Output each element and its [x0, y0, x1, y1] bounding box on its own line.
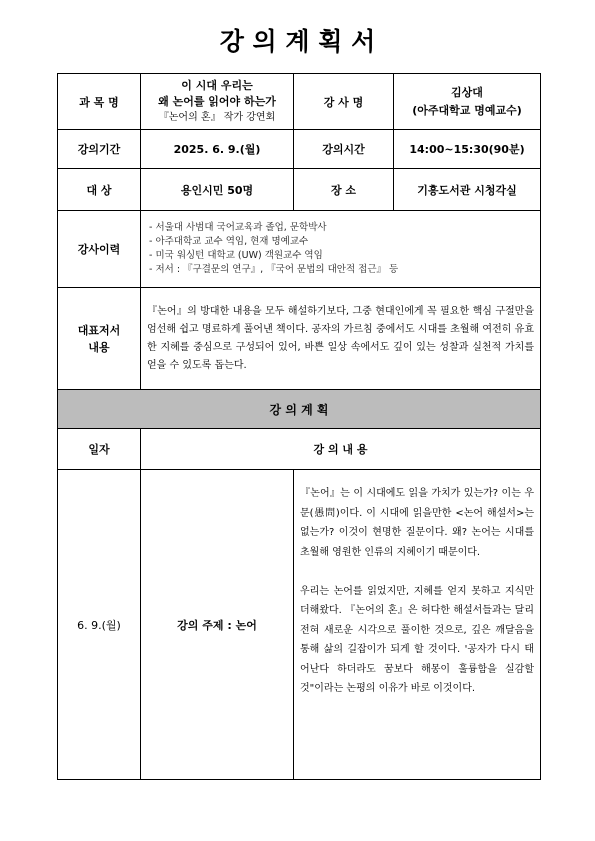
period-value: 2025. 6. 9.(월): [141, 130, 294, 169]
instructor-label: 강 사 명: [294, 74, 394, 130]
course-label: 과 목 명: [58, 74, 141, 130]
instructor-affiliation: (아주대학교 명예교수): [412, 103, 522, 117]
career-label: 강사이력: [58, 211, 141, 288]
career-item: - 미국 워싱턴 대학교 (UW) 객원교수 역임: [149, 250, 323, 261]
career-item: - 저서 : 『구결문의 연구』, 『국어 문법의 대안적 접근』 등: [149, 264, 399, 275]
career-item: - 아주대학교 교수 역임, 현재 명예교수: [149, 236, 309, 247]
course-title-line2: 왜 논어를 읽어야 하는가: [158, 95, 276, 108]
period-label: 강의기간: [58, 130, 141, 169]
work-label-line2: 내용: [88, 340, 110, 354]
plan-topic: 강의 주제 : 논어: [141, 470, 294, 780]
plan-paragraph-2: 우리는 논어를 읽었지만, 지혜를 얻지 못하고 지식만 더해왔다. 『논어의 혼』은 허다한 해설서들과는 달리 전혀 새로운 시각으로 풀이한 것으로, 깊은 깨달음을 통해 삶의 길잡이가 되게 할 것이다. '공자가 다시 태어난다 하더라도 꿈보다 해몽이 훌륭함을 실감할 것"이라는 논평의 이유가 바로 이것이다.: [300, 585, 534, 694]
plan-band-title: 강 의 계 획: [58, 390, 541, 429]
instructor-name: 김상대: [451, 85, 483, 99]
date-header: 일자: [58, 429, 141, 470]
work-description: 『논어』의 방대한 내용을 모두 해설하기보다, 그중 현대인에게 꼭 필요한 핵심 구절만을 엄선해 쉽고 명료하게 풀어낸 책이다. 공자의 가르침 중에서도 시대를 초월해 여전히 유효한 지혜를 중심으로 구성되어 있어, 바쁜 일상 속에서도 깊이 있는 성찰과 실천적 가치를 얻을 수 있도록 돕는다.: [141, 288, 541, 390]
time-value: 14:00~15:30(90분): [394, 130, 541, 169]
content-header: 강 의 내 용: [141, 429, 541, 470]
place-label: 장 소: [294, 169, 394, 211]
place-value: 기흥도서관 시청각실: [394, 169, 541, 211]
time-label: 강의시간: [294, 130, 394, 169]
plan-content: [294, 470, 541, 780]
course-subtitle: 『논어의 혼』 작가 강연회: [158, 112, 276, 123]
lecture-plan-table: [57, 73, 541, 780]
plan-date: 6. 9.(월): [58, 470, 141, 780]
target-value: 용인시민 50명: [141, 169, 294, 211]
career-item: - 서울대 사범대 국어교육과 졸업, 문학박사: [149, 222, 327, 233]
instructor-cell: [394, 74, 541, 130]
work-label-line1: 대표저서: [77, 323, 121, 337]
plan-paragraph-1: 『논어』는 이 시대에도 읽을 가치가 있는가? 이는 우문(愚問)이다. 이 시대에 읽을만한 <논어 해설서>는 없는가? 이것이 현명한 질문이다. 왜? 논어는 시대를 초월해 영원한 인류의 지혜이기 때문이다.: [300, 488, 534, 558]
target-label: 대 상: [58, 169, 141, 211]
work-label-cell: [58, 288, 141, 390]
document-title: 강 의 계 획 서: [219, 27, 376, 56]
course-title-line1: 이 시대 우리는: [181, 79, 253, 92]
career-list: [141, 211, 541, 288]
course-title-cell: [141, 74, 294, 130]
